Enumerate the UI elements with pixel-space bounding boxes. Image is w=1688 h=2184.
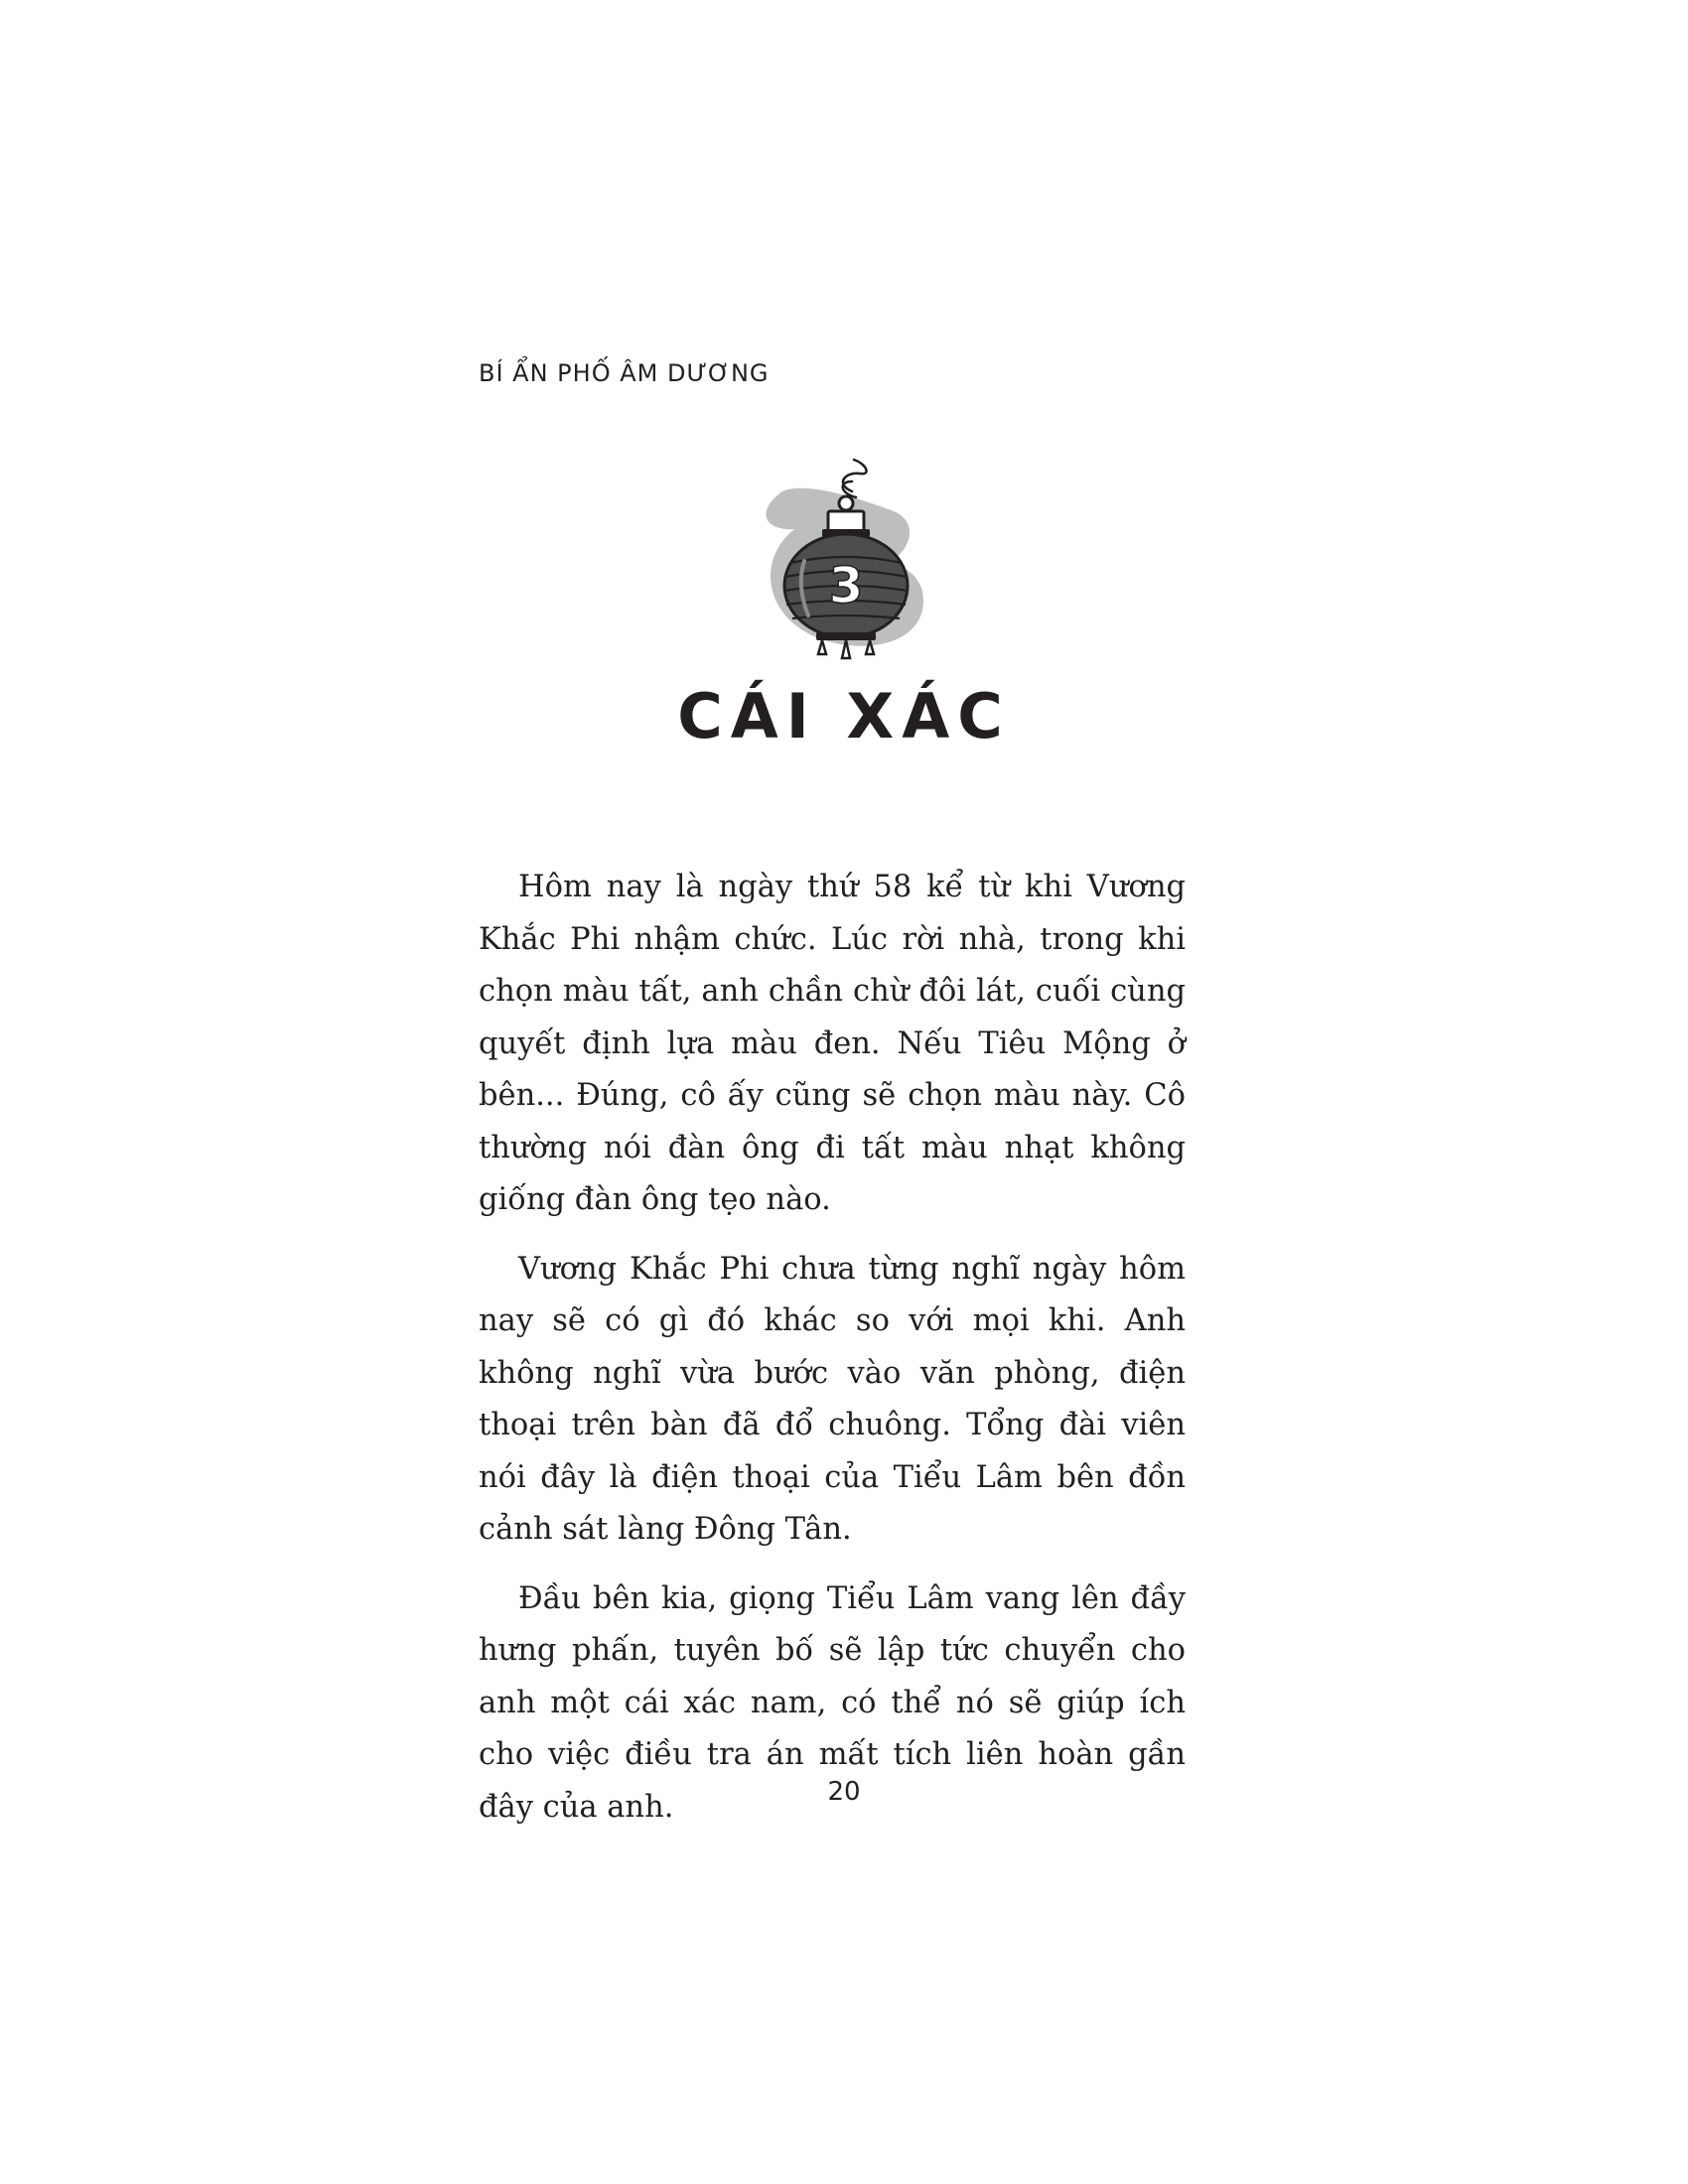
chapter-lantern-icon xyxy=(735,452,953,665)
body-paragraph: Đầu bên kia, giọng Tiểu Lâm vang lên đầy hưng phấn, tuyên bố sẽ lập tức chuyển cho anh một cái xác nam, có thể nó sẽ giúp ích cho việc điều tra án mất tích liên hoàn gần đây của anh. xyxy=(479,1580,1186,1825)
lantern-smoke xyxy=(843,460,867,497)
chapter-number: 3 xyxy=(828,557,864,614)
body-paragraph: Vương Khắc Phi chưa từng nghĩ ngày hôm nay sẽ có gì đó khác so với mọi khi. Anh không nghĩ vừa bước vào văn phòng, điện thoại trên bàn đã đổ chuông. Tổng đài viên nói đây là điện thoại của Tiểu Lâm bên đồn cảnh sát làng Đông Tân. xyxy=(479,1251,1186,1547)
chapter-title: CÁI XÁC xyxy=(677,680,1011,752)
body-paragraph: Hôm nay là ngày thứ 58 kể từ khi Vương Khắc Phi nhậm chức. Lúc rời nhà, trong khi chọn màu tất, anh chần chừ đôi lát, cuối cùng quyết định lựa màu đen. Nếu Tiêu Mộng ở bên... Đúng, cô ấy cũng sẽ chọn màu này. Cô thường nói đàn ông đi tất màu nhạt không giống đàn ông tẹo nào. xyxy=(479,870,1186,1217)
page-number: 20 xyxy=(827,1777,861,1807)
lantern-ring xyxy=(839,496,853,510)
lantern-cap xyxy=(828,511,864,531)
running-header: BÍ ẨN PHỐ ÂM DƯƠNG xyxy=(479,359,770,387)
chapter-body xyxy=(479,862,1186,1850)
